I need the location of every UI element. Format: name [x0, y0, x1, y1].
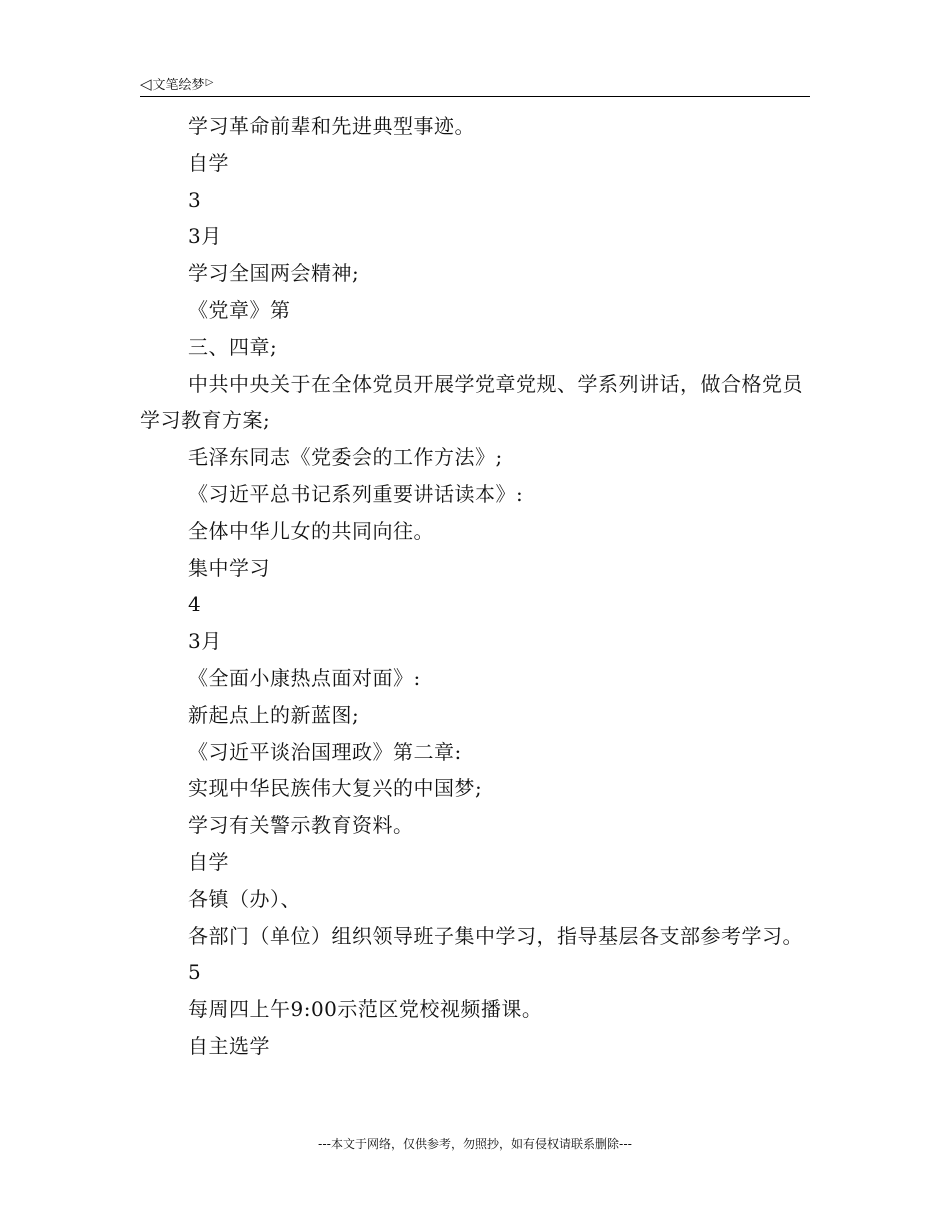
- paragraph: 学习革命前辈和先进典型事迹。: [188, 114, 475, 138]
- paragraph: 新起点上的新蓝图;: [188, 702, 360, 727]
- page-footer-disclaimer: ---本文于网络，仅供参考，勿照抄，如有侵权请联系删除---: [318, 1137, 632, 1151]
- paragraph: 3月: [188, 629, 222, 654]
- paragraph: 三、四章;: [188, 334, 278, 359]
- paragraph: 学习全国两会精神;: [188, 261, 360, 286]
- document-body: [140, 108, 810, 1065]
- paragraph: 各部门（单位）组织领导班子集中学习，指导基层各支部参考学习。: [188, 923, 803, 948]
- paragraph: 5: [188, 960, 202, 985]
- paragraph: 每周四上午9:00示范区党校视频播课。: [188, 997, 543, 1022]
- paragraph: 集中学习: [188, 555, 270, 580]
- header-brand: [140, 74, 213, 95]
- paragraph: 学习有关警示教育资料。: [188, 813, 414, 838]
- paragraph: 各镇（办）、: [188, 886, 301, 911]
- brand-text: 文笔绘梦: [152, 78, 205, 93]
- paragraph: 4: [188, 592, 202, 617]
- left-triangle-icon: ◁: [140, 75, 152, 93]
- paragraph: 自学: [188, 150, 229, 175]
- paragraph: 《习近平总书记系列重要讲话读本》:: [188, 481, 524, 506]
- paragraph: 中共中央关于在全体党员开展学党章党规、学系列讲话，做合格党员学习教育方案;: [140, 371, 803, 433]
- paragraph: 3: [188, 187, 202, 212]
- paragraph: 3月: [188, 224, 222, 249]
- paragraph: 《党章》第: [188, 297, 291, 322]
- paragraph: 全体中华儿女的共同向往。: [188, 518, 434, 543]
- paragraph: 实现中华民族伟大复兴的中国梦;: [188, 776, 483, 801]
- paragraph: 自主选学: [188, 1033, 270, 1058]
- right-triangle-icon: ▷: [205, 77, 214, 88]
- paragraph: 《习近平谈治国理政》第二章:: [188, 739, 462, 764]
- paragraph: 自学: [188, 849, 229, 874]
- page-header: [140, 72, 810, 97]
- paragraph: 毛泽东同志《党委会的工作方法》;: [188, 445, 503, 470]
- paragraph: 《全面小康热点面对面》:: [188, 665, 421, 690]
